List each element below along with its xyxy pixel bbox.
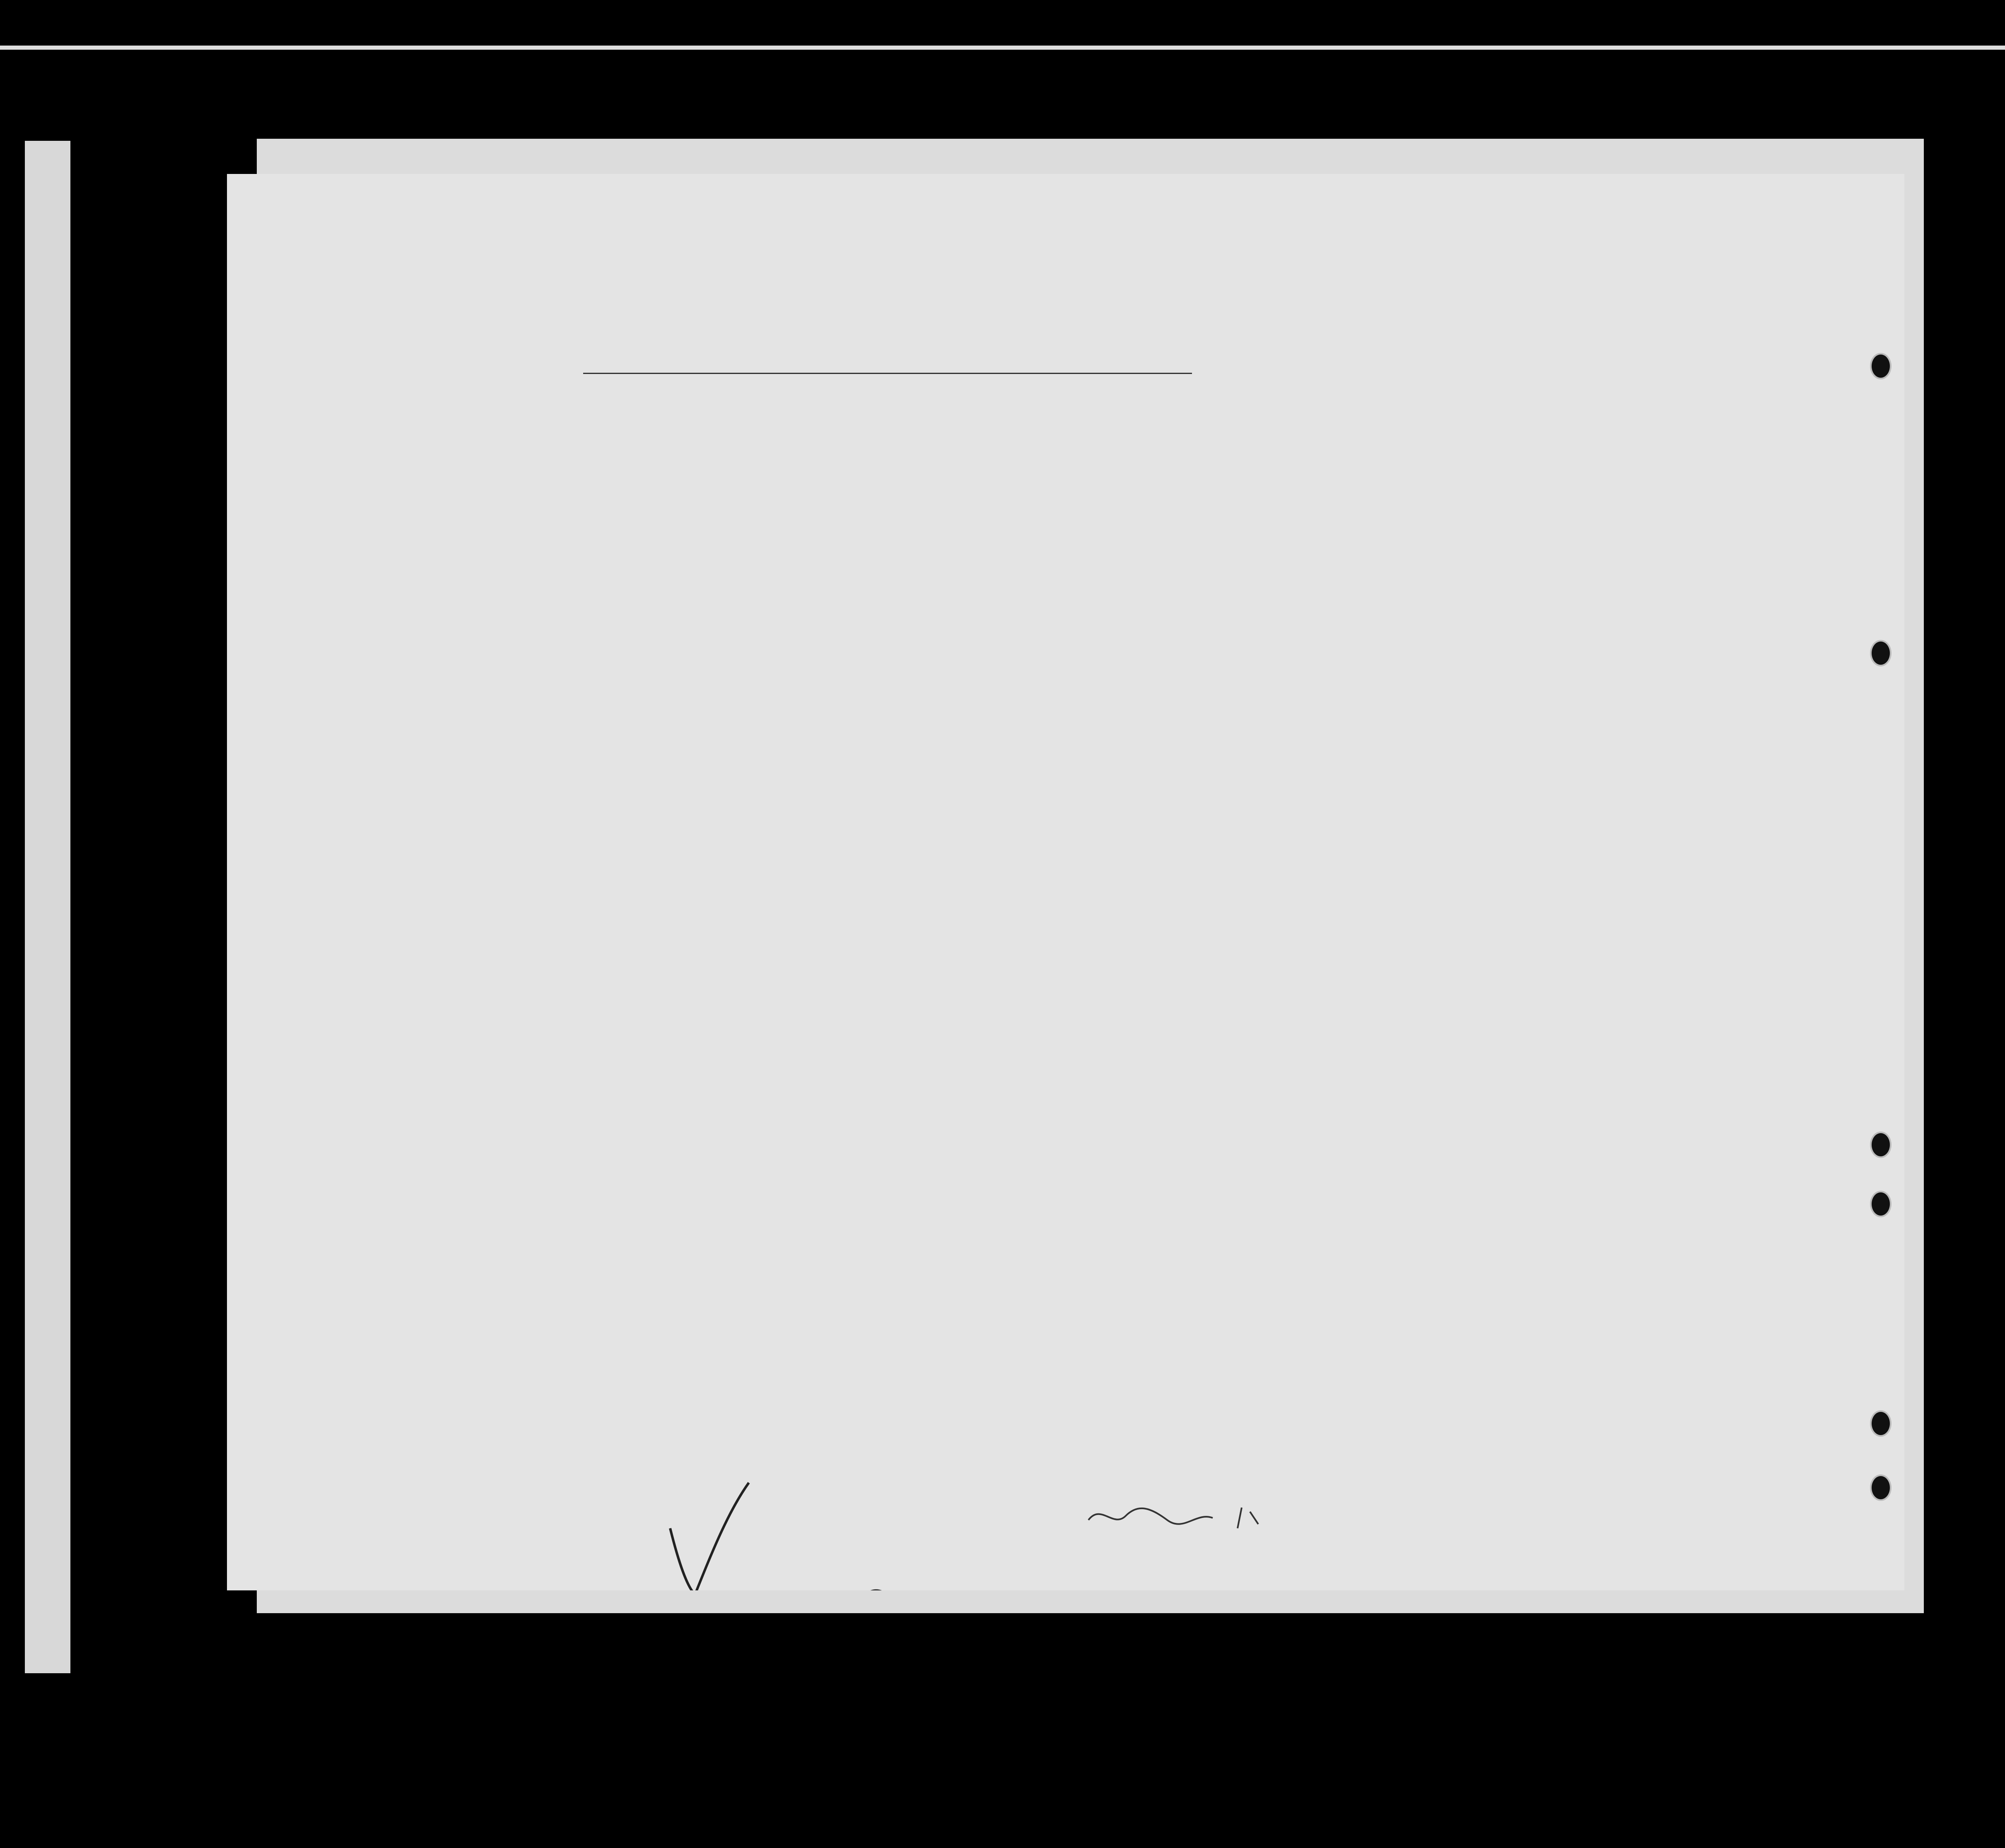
punch-hole [1870, 353, 1892, 379]
punch-hole [1870, 1474, 1892, 1501]
manifest-sheet [227, 174, 1904, 1590]
adjacent-page-edge [25, 141, 70, 1673]
punch-hole [1870, 1410, 1892, 1437]
ship-line [583, 373, 1192, 374]
purser-signature [799, 1582, 1113, 1590]
inspector-signature [1084, 1499, 1291, 1532]
punch-hole [1870, 1191, 1892, 1217]
film-edge [0, 46, 2005, 50]
tally-check-mark [662, 1479, 753, 1590]
punch-hole [1870, 640, 1892, 666]
punch-hole [1870, 1131, 1892, 1158]
